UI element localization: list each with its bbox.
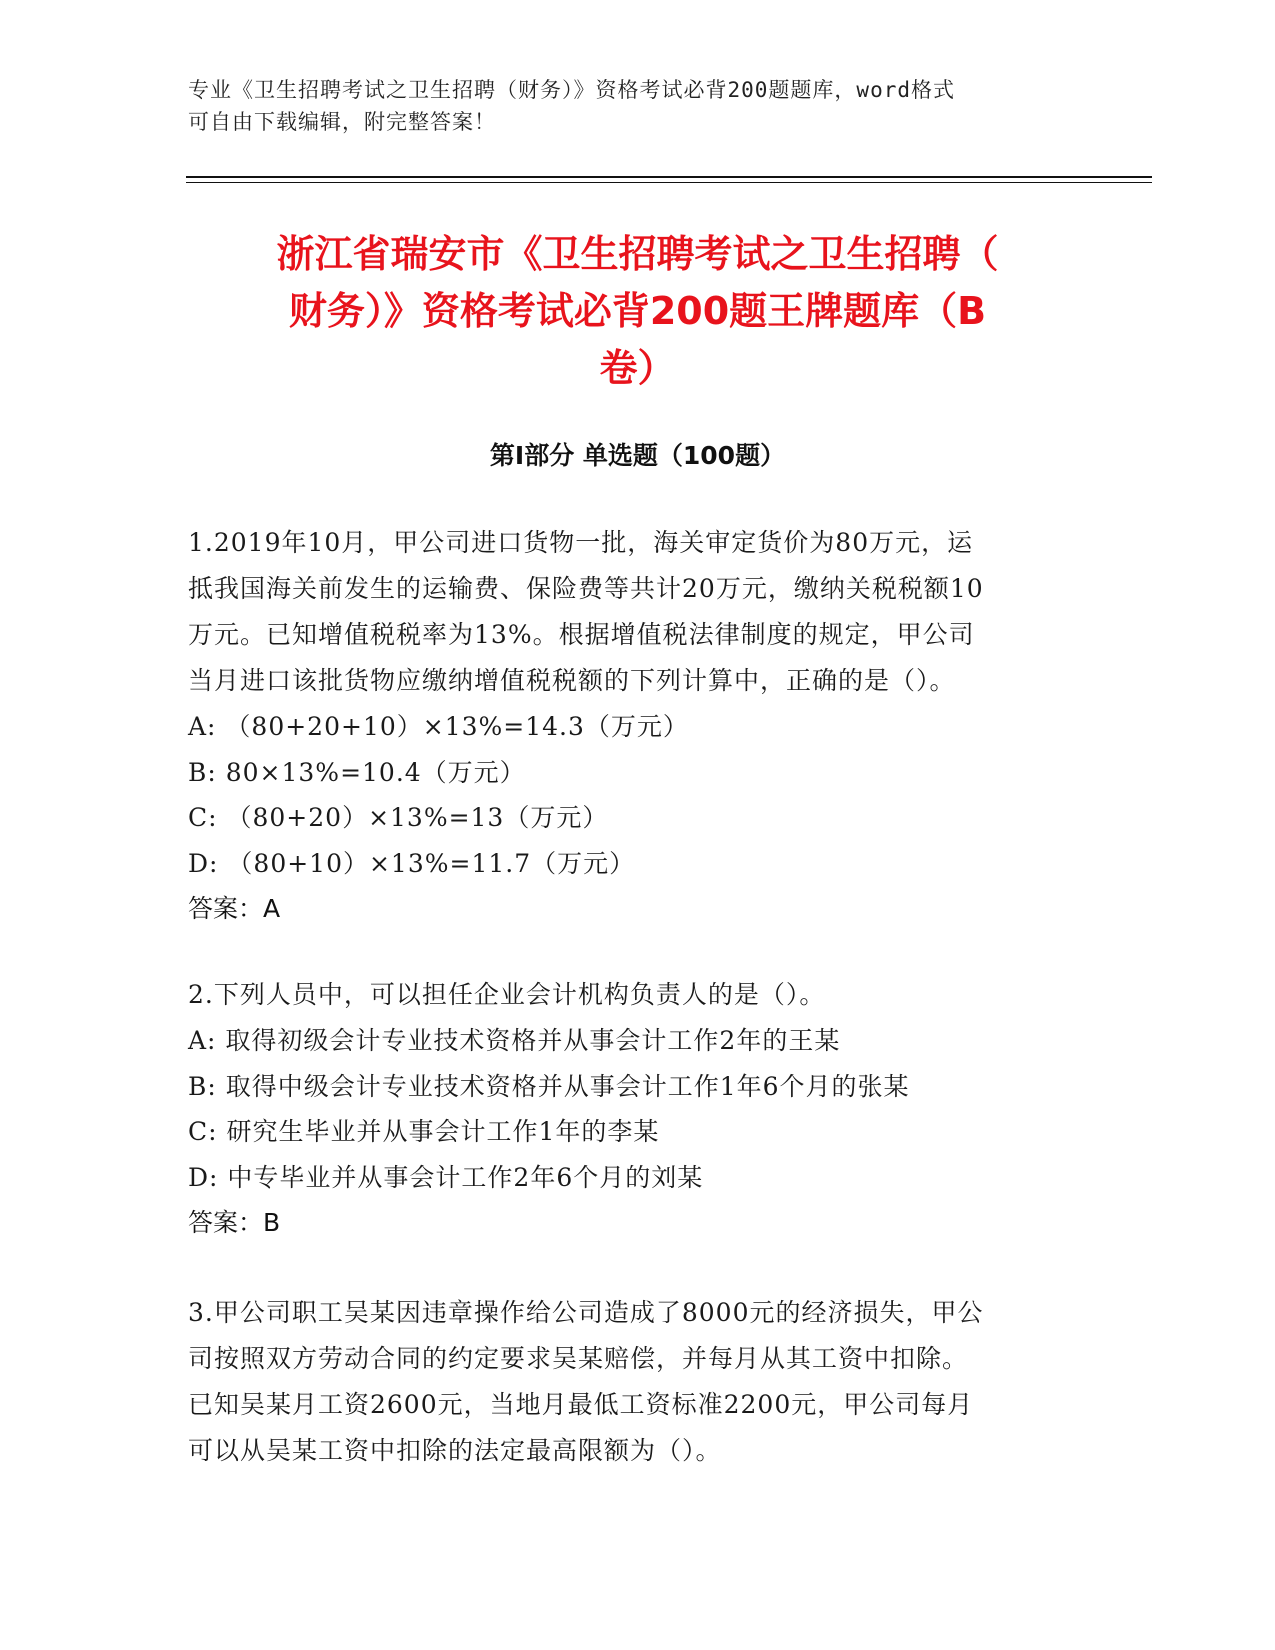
answer-label: 答案：A: [188, 894, 281, 923]
question-stem-line: 可以从吴某工资中扣除的法定最高限额为（）。: [188, 1436, 722, 1465]
option-d: D: 中专毕业并从事会计工作2年6个月的刘某: [188, 1162, 704, 1192]
document-title-line-2: 财务）》资格考试必背200题王牌题库（B: [288, 289, 987, 333]
question-stem-line: 司按照双方劳动合同的约定要求吴某赔偿，并每月从其工资中扣除。: [188, 1344, 969, 1373]
document-title: [170, 226, 1105, 397]
question-stem-line: 2.下列人员中，可以担任企业会计机构负责人的是（）。: [188, 980, 826, 1009]
answer-label: 答案：B: [188, 1208, 281, 1237]
question-2: [188, 972, 1078, 1245]
option-b: B: 80×13%=10.4（万元）: [188, 757, 526, 787]
option-b: B: 取得中级会计专业技术资格并从事会计工作1年6个月的张某: [188, 1071, 910, 1101]
question-stem-line: 当月进口该批货物应缴纳增值税税额的下列计算中，正确的是（）。: [188, 666, 956, 695]
question-stem-line: 3.甲公司职工吴某因违章操作给公司造成了8000元的经济损失，甲公: [188, 1298, 984, 1327]
section-heading: 第Ⅰ部分 单选题（100题）: [489, 441, 786, 470]
question-stem-line: 抵我国海关前发生的运输费、保险费等共计20万元，缴纳关税税额10: [188, 574, 984, 603]
header-divider-thin: [186, 182, 1152, 183]
option-a: A: （80+20+10）×13%=14.3（万元）: [188, 712, 689, 741]
question-1: [188, 520, 1078, 931]
document-title-line-3: 卷）: [599, 346, 676, 390]
question-stem-line: 已知吴某月工资2600元，当地月最低工资标准2200元，甲公司每月: [188, 1390, 974, 1419]
question-3: [188, 1290, 1078, 1474]
header-note-line-1: 专业《卫生招聘考试之卫生招聘（财务）》资格考试必背200题题库，word格式: [188, 78, 955, 102]
header-note: [188, 74, 1088, 138]
header-note-line-2: 可自由下载编辑，附完整答案！: [188, 110, 496, 134]
option-c: C: 研究生毕业并从事会计工作1年的李某: [188, 1117, 660, 1146]
header-divider-thick: [186, 176, 1152, 178]
option-a: A: 取得初级会计专业技术资格并从事会计工作2年的王某: [188, 1026, 841, 1055]
question-stem-line: 万元。已知增值税税率为13%。根据增值税法律制度的规定，甲公司: [188, 620, 975, 649]
option-c: C: （80+20）×13%=13（万元）: [188, 803, 609, 832]
option-d: D: （80+10）×13%=11.7（万元）: [188, 848, 636, 878]
document-title-line-1: 浙江省瑞安市《卫生招聘考试之卫生招聘（: [276, 232, 999, 276]
question-stem-line: 1.2019年10月，甲公司进口货物一批，海关审定货价为80万元，运: [188, 528, 974, 557]
